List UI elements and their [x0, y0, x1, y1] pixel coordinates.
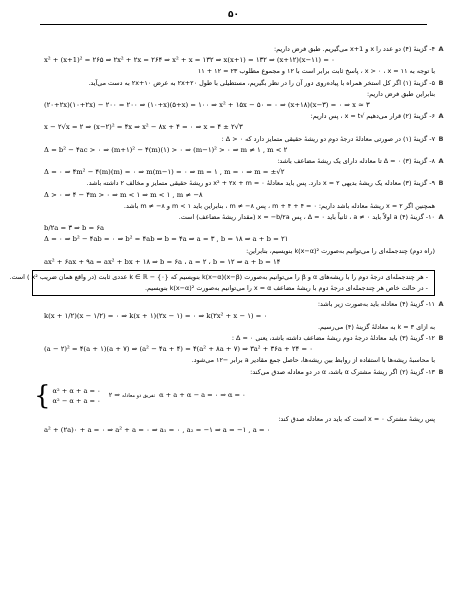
- solution-line: [20, 322, 447, 333]
- equation-line: a² + (۲a)۰ + a = ۰ ⇒ a² + a = ۰ ⇒ a₁ = ۰ , a₂ = −۱ ⇒ a = −۱ , a = ۰: [44, 426, 271, 435]
- solutions-content: [9, 44, 447, 436]
- solution-line: [20, 66, 447, 77]
- solution-line: [20, 257, 447, 268]
- equation-line: Δ = ۰ ⇒ b² − ۴ab = ۰ ⇒ b² = ۴ab ⇒ b = ۴a ⇒ a = ۳ , b = ۱۸ ⇒ a + b = ۲۱: [44, 235, 289, 244]
- text-line: (راه دوم) چندجمله‌ای را می‌توانیم به‌صورت k(x−α)² بنویسیم، بنابراین:: [246, 246, 435, 255]
- answer-marker: A: [438, 300, 444, 309]
- answer-marker: A: [438, 213, 444, 222]
- text-line: ۹- گزینهٔ (۳) معادله یک ریشهٔ بدیهی x = ۲ دارد. پس باید معادلهٔ x² + ۲x + m = ۰ دو ریشهٔ حقیقی متمایز و مخالف ۲ داشته باشد.: [86, 179, 435, 188]
- solutions-block-3: [20, 414, 447, 436]
- text-line: به ازای k = ۳ به معادلهٔ گزینهٔ (۴) می‌رسیم.: [317, 322, 435, 331]
- text-line: ۷- گزینهٔ (۱) در صورتی معادلهٔ درجهٔ دوم دو ریشهٔ حقیقی متمایز دارد که ۰ < Δ :: [221, 134, 435, 143]
- note-line: - هر چندجمله‌ای درجهٔ دوم را با ریشه‌های α و β را می‌توانیم به‌صورت k(x−α)(x−β) بنویسیم که k ∈ ℝ − {۰} عددی ثابت (در واقع همان ضریب x² ) است.: [9, 273, 428, 282]
- solution-line: [20, 134, 447, 145]
- left-brace: {: [34, 380, 51, 411]
- equation-system: [20, 378, 447, 414]
- equation-line: b/۲a = ۳ ⇒ b = ۶a: [44, 224, 105, 233]
- equation-line: Δ = b² − ۴ac > ۰ ⇒ (m+۱)² − ۴(m)(۱) > ۰ ⇒ (m−۱)² > ۰ ⇒ m ≠ ۱ , m < ۲: [44, 145, 288, 154]
- page-number: ۵۰: [228, 10, 239, 20]
- system-lines: [53, 386, 101, 406]
- solution-line: [20, 44, 447, 55]
- equation-line: Δ > ۰ ⇒ ۴ − ۴m > ۰ ⇒ m < ۱ ⇒ m < ۱ , m ≠ −۸: [44, 190, 203, 199]
- solution-line: [20, 299, 447, 310]
- equation-line: ax² + ۶ax + ۹a = ax² + bx + ۱۸ ⇒ b = ۶a ، a = ۲ ، b = ۱۲ ⇒ a + b = ۱۴: [44, 257, 281, 266]
- text-line: با توجه به x > ۰ ، x = ۱۱ ، پاسخ ثابت برابر است با ۱۲ و مجموع مطلوب ۲۳ = ۱۲ + ۱۱: [197, 67, 435, 76]
- solution-line: [20, 167, 447, 178]
- answer-marker: B: [438, 134, 444, 143]
- header-rule: [40, 24, 427, 25]
- text-line: ۵- گزینهٔ (۱) اگر کل استخر همراه با پیاده‌روی دور آن را در نظر بگیریم، مستطیلی با طول ۲x+۲۰ به عرض ۲x+۱۰ به دست می‌آید.: [88, 78, 435, 87]
- equation-line: x² + (x+1)² = ۲۶۵ ⇒ ۲x² + ۲x = ۲۶۴ ⇒ x² + x = ۱۳۲ ⇒ x(x+۱) = ۱۳۲ ⇒ (x+۱۲)(x−۱۱) = ۰: [44, 56, 335, 65]
- text-line: ۶- گزینهٔ (۲) قرار می‌دهیم √x = t ، پس داریم:: [310, 112, 435, 121]
- system-derivation: ⇒ ۲α + a + α − a = ۰ ⇒ α = ۰: [108, 390, 246, 399]
- note-box: [9, 270, 435, 296]
- note-line: - در حالت خاص هر چندجمله‌ای درجهٔ دوم با ریشهٔ مضاعف x = α را می‌توانیم به‌صورت k(x−α)² بنویسیم.: [144, 284, 428, 293]
- solution-line: [20, 246, 447, 257]
- text-line: با محاسبهٔ ریشه‌ها با استفاده از روابط بین ریشه‌ها، حاصل جمع مقادیر a برابر −۱۲ می‌شود.: [191, 356, 435, 365]
- solution-line: [20, 223, 447, 234]
- solution-line: [20, 100, 447, 111]
- answer-marker: B: [438, 179, 444, 188]
- solution-line: [20, 414, 447, 425]
- text-line: بنابراین طبق فرض داریم:: [366, 89, 435, 98]
- solution-line: [20, 89, 447, 100]
- solution-line: [20, 355, 447, 366]
- solution-line: [20, 201, 447, 212]
- solution-line: [20, 122, 447, 133]
- solution-line: [20, 145, 447, 156]
- text-line: ۱۱- گزینهٔ (۴) معادله باید به‌صورت زیر باشد:: [317, 300, 435, 309]
- text-line: ۱۰- گزینهٔ (۴) a اولاً باید ۰ ≠ a ، ثانیاً باید ۰ = Δ ، پس x = −b/۲a (مقدار ریشهٔ مضاعف) است.: [178, 213, 435, 222]
- solution-line: [20, 55, 447, 66]
- text-line: همچنین اگر x = ۲ ریشهٔ معادله باشد داریم: ۰ = ۴ + ۴ + m ، پس m ≠ −۸ ، بنابراین باید m < ۱ و m ≠ −۸ باشد.: [123, 201, 435, 210]
- system-eq-2: α² − α + a = ۰: [52, 396, 101, 405]
- equation-line: (۲۰+۲x)(۱۰+۲x) − ۲۰۰ = ۲۰۰ ⇒ (۱۰+x)(۵+x) = ۱۰۰ ⇒ x² + ۱۵x − ۵۰ = ۰ ⇒ (x+۱۸)(x−۳) = ۰ ⇒ x ≈ ۳: [44, 101, 370, 110]
- text-line: ۱۲- گزینهٔ (۳) باید معادلهٔ درجهٔ دوم ریشهٔ مضاعف داشته باشد، یعنی Δ = ۰ :: [231, 334, 435, 343]
- solution-line: [20, 190, 447, 201]
- text-line: ۴- گزینهٔ (۴) دو عدد را x و x+1 می‌گیریم. طبق فرض داریم:: [273, 45, 435, 53]
- solution-line: [20, 178, 447, 189]
- solution-line: [20, 311, 447, 322]
- solution-line: [20, 344, 447, 355]
- arrow-label: تفریق دو معادله: [122, 392, 156, 399]
- answer-marker: A: [438, 157, 444, 166]
- solutions-block-2: [20, 299, 447, 377]
- answer-marker: A: [438, 112, 444, 121]
- solution-line: [20, 367, 447, 378]
- solution-line: [20, 333, 447, 344]
- solution-line: [20, 78, 447, 89]
- answer-marker: B: [438, 367, 444, 376]
- text-line: ۸- گزینهٔ (۳) Δ = ۰ تا معادله دارای یک ریشهٔ مضاعف باشد:: [277, 157, 435, 166]
- solution-line: [20, 234, 447, 245]
- solution-line: [20, 212, 447, 223]
- equation-line: k(x + ۱/۲)(x − ۱/۲) = ۰ ⇒ k(x + ۱)(۲x − ۱) = ۰ ⇒ k(۲x² + x − ۱) = ۰: [44, 311, 268, 320]
- system-result: [109, 390, 246, 402]
- text-line: پس ریشهٔ مشترک x = ۰ است که باید در معادله صدق کند:: [278, 414, 435, 423]
- solution-line: [20, 425, 447, 436]
- equation-line: x − ۲√x = ۲ ⇒ (x−۲)² = ۴x ⇒ x² − ۸x + ۴ = ۰ ⇒ x = ۴ ± ۲√۳: [44, 123, 243, 132]
- equation-line: (a − ۲)² = ۴(a + ۱)(a + ۷) ⇒ (a² − ۴a + ۴) = ۴(a² + ۸a + ۷) ⇒ ۳a² + ۳۶a + ۲۴ = ۰: [44, 345, 313, 354]
- text-line: ۱۳- گزینهٔ (۲) اگر ریشهٔ مشترک α باشد، α در دو معادله صدق می‌کند:: [250, 367, 435, 376]
- answer-marker: B: [438, 334, 444, 343]
- answer-marker: A: [438, 45, 444, 53]
- solution-line: [20, 111, 447, 122]
- equation-line: Δ = ۰ ⇒ ۴m² − ۴(m)(m) = ۰ ⇒ m(m−۱) = ۰ ⇒ m = ۱ , m = ۰ ⇒ m = ±√۲: [44, 168, 285, 177]
- solution-line: [20, 156, 447, 167]
- system-eq-1: α² + α + a = ۰: [52, 386, 101, 395]
- answer-marker: B: [438, 78, 444, 87]
- solutions-block-1: [20, 44, 447, 268]
